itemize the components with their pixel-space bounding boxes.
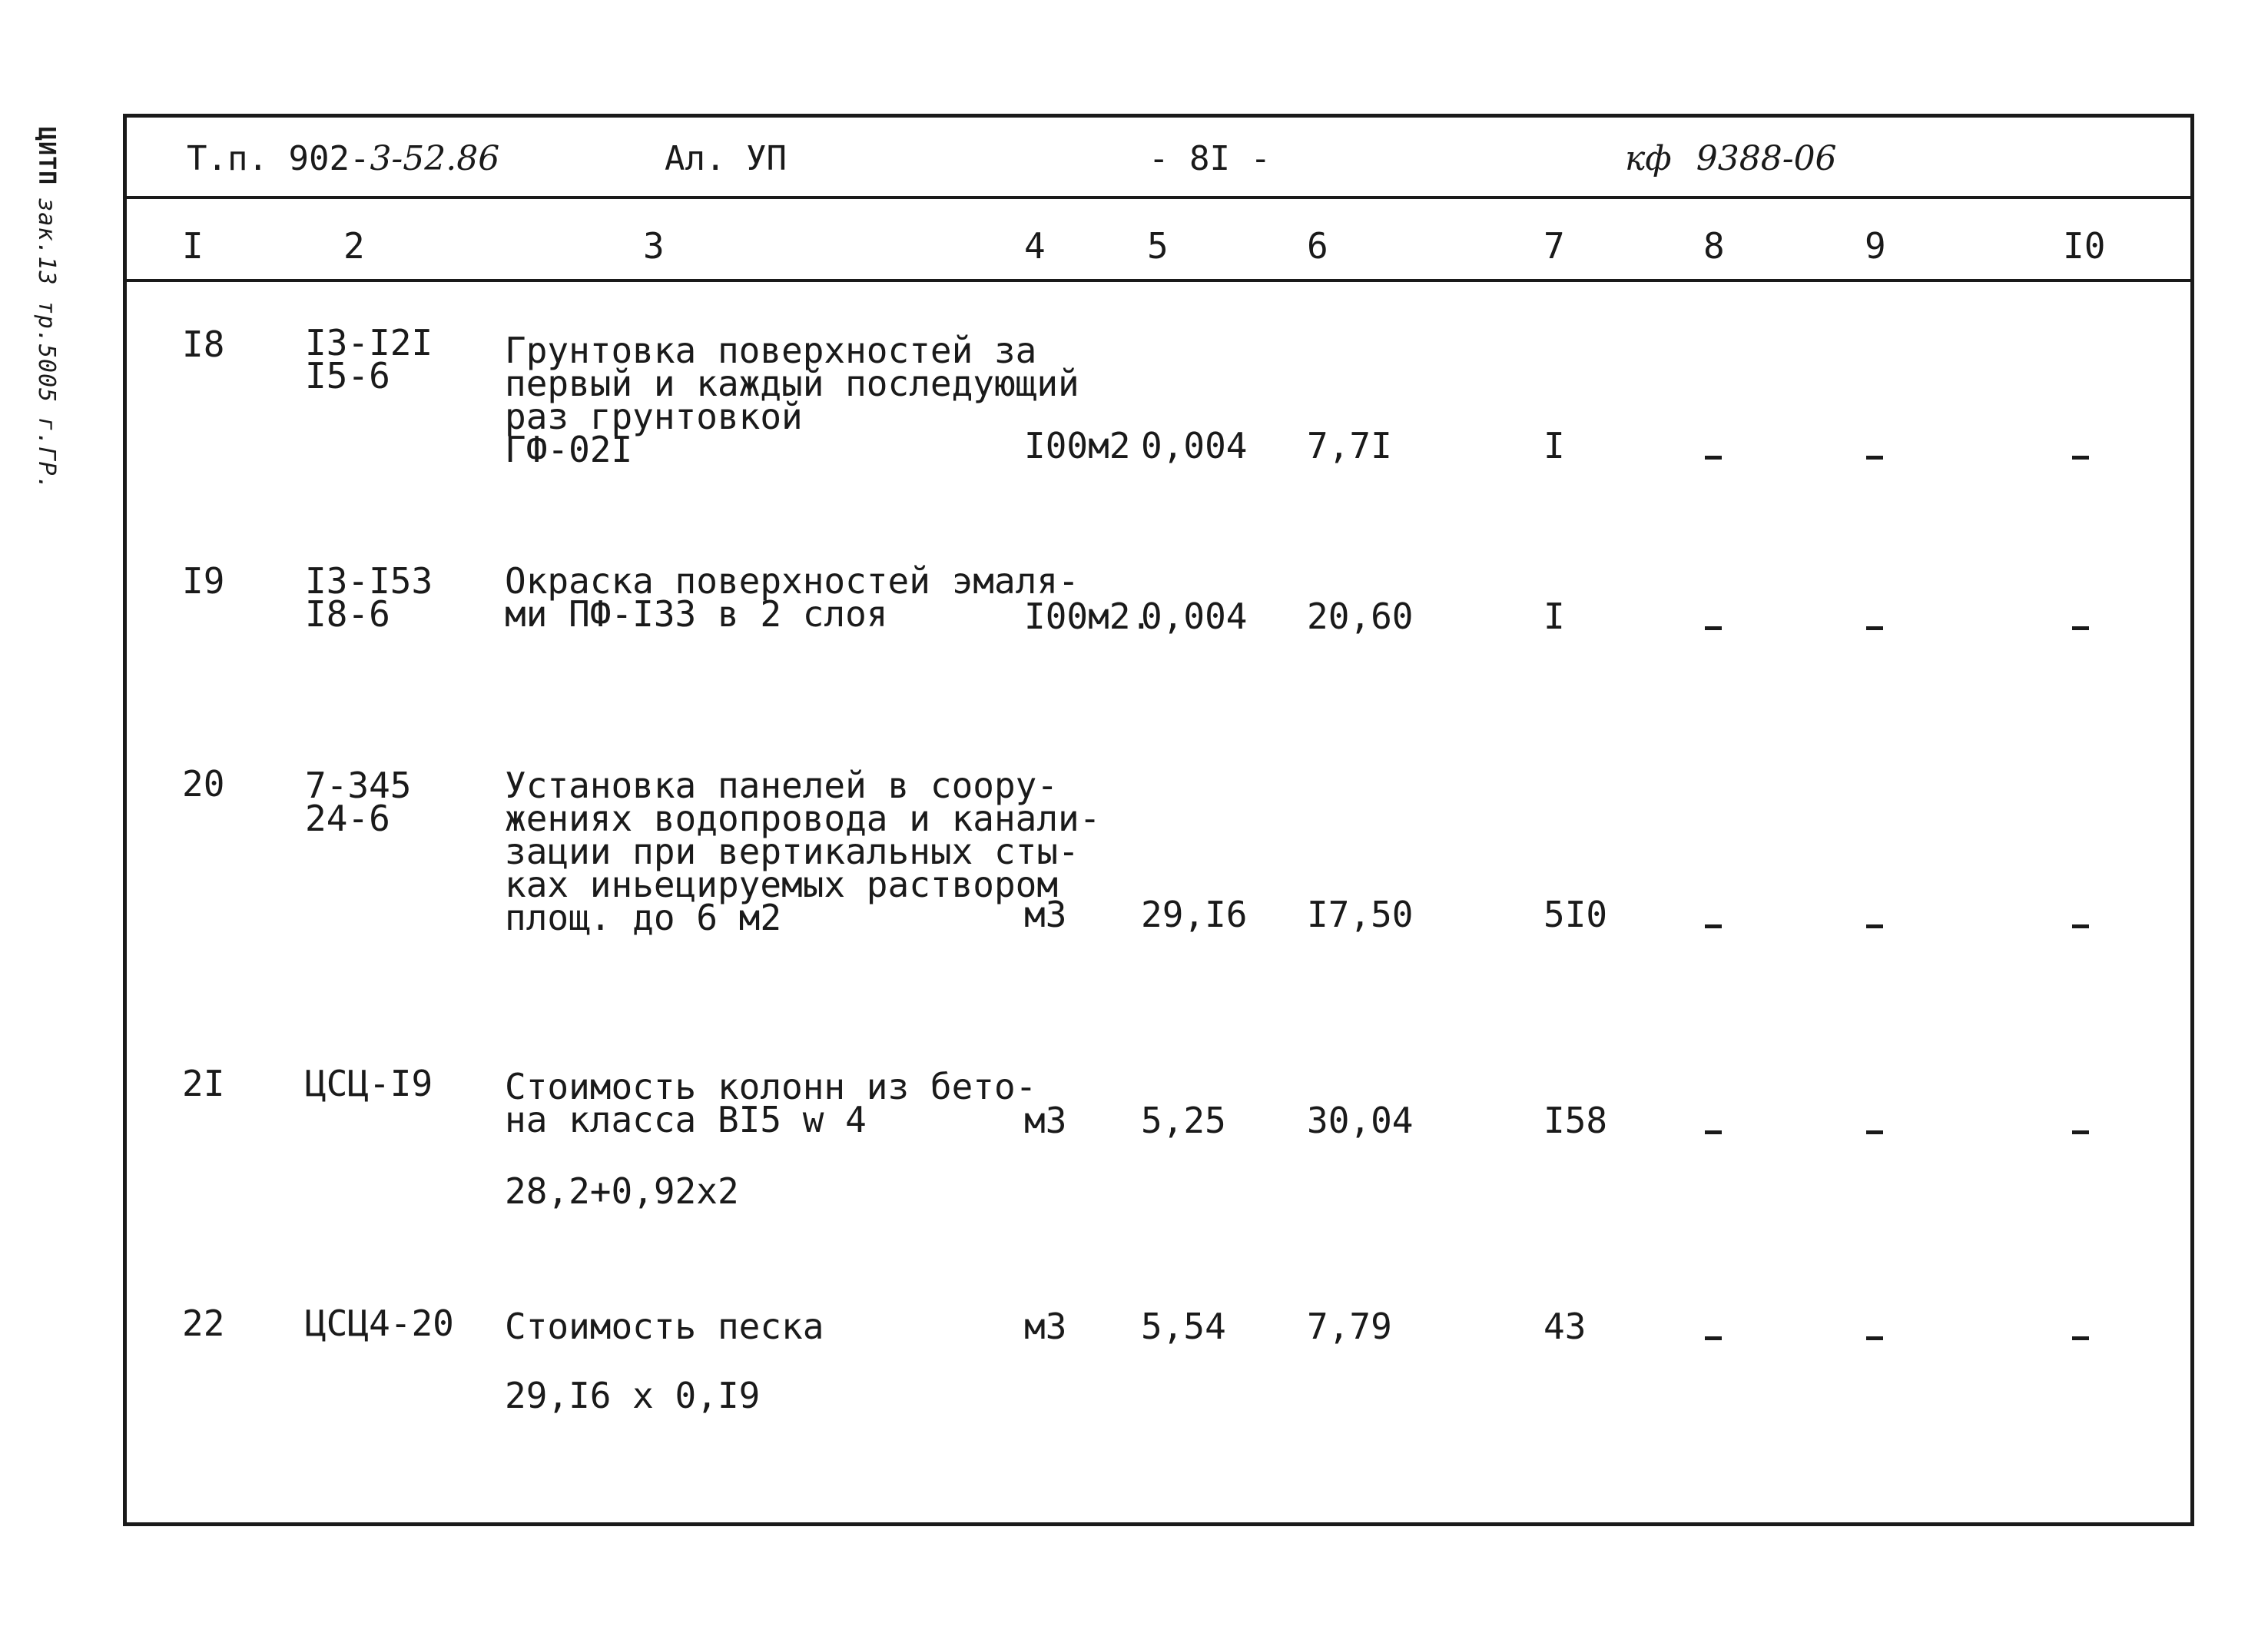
- row-description: Установка панелей в соору- жениях водопровода и канали- зации при вертикальных сты- ках иньецируемых раствором площ. до 6 м2: [505, 765, 1101, 938]
- tp-number-hand: 3-52.86: [370, 139, 500, 178]
- row-price: I7,50: [1307, 894, 1414, 935]
- row-col10-dash: [2072, 924, 2089, 928]
- row-col8-dash: [1705, 456, 1722, 460]
- row-code: 7-345 24-6: [305, 765, 412, 839]
- side-stamp-org: ЦИТП: [33, 127, 60, 186]
- column-number-9: 9: [1865, 225, 1886, 267]
- row-col10-dash: [2072, 1336, 2089, 1340]
- row-col8-dash: [1705, 1130, 1722, 1134]
- row-description: Окраска поверхностей эмаля- ми ПФ-I33 в 2 слоя: [505, 560, 1079, 635]
- tp-number: 902-: [288, 139, 370, 178]
- column-number-8: 8: [1703, 225, 1725, 267]
- tp-label: Т.п.: [187, 139, 268, 178]
- column-number-6: 6: [1307, 225, 1328, 267]
- header-code: [1625, 139, 1837, 178]
- row-col8-dash: [1705, 924, 1722, 928]
- side-stamp: [33, 127, 60, 490]
- row-code: ЦСЦ-I9: [305, 1063, 433, 1104]
- row-col9-dash: [1866, 1130, 1883, 1134]
- row-unit: м3: [1024, 1306, 1067, 1347]
- row-col9-dash: [1866, 1336, 1883, 1340]
- row-code: I3-I2I I5-6: [305, 322, 433, 397]
- row-col9-dash: [1866, 456, 1883, 460]
- row-quantity: 5,25: [1141, 1100, 1226, 1141]
- columns-divider: [127, 279, 2190, 282]
- column-number-2: 2: [343, 225, 365, 267]
- row-total: I: [1544, 425, 1565, 466]
- row-price: 7,7I: [1307, 425, 1392, 466]
- row-total: 5I0: [1544, 894, 1608, 935]
- row-price: 20,60: [1307, 596, 1414, 637]
- column-number-1: I: [182, 225, 204, 267]
- code-number: 9388-06: [1696, 139, 1837, 178]
- row-col8-dash: [1705, 1336, 1722, 1340]
- row-quantity: 0,004: [1141, 425, 1248, 466]
- row-unit: м3: [1024, 894, 1067, 935]
- column-number-4: 4: [1024, 225, 1046, 267]
- row-code: I3-I53 I8-6: [305, 560, 433, 635]
- row-number: 2I: [182, 1063, 225, 1104]
- row-unit: I00м2: [1024, 425, 1131, 466]
- row-price: 7,79: [1307, 1306, 1392, 1347]
- row-number: I9: [182, 560, 225, 602]
- row-quantity: 29,I6: [1141, 894, 1248, 935]
- column-number-10: I0: [2063, 225, 2106, 267]
- row-price: 30,04: [1307, 1100, 1414, 1141]
- header-page: - 8I -: [1149, 139, 1271, 178]
- row-number: 20: [182, 763, 225, 805]
- row-col9-dash: [1866, 924, 1883, 928]
- row-number: 22: [182, 1303, 225, 1344]
- row-total: 43: [1544, 1306, 1587, 1347]
- row-quantity: 0,004: [1141, 596, 1248, 637]
- row-description: Грунтовка поверхностей за первый и каждый последующий раз грунтовкой ГФ-02I: [505, 330, 1079, 470]
- row-calculation: 29,I6 х 0,I9: [505, 1375, 761, 1416]
- row-col9-dash: [1866, 626, 1883, 630]
- row-total: I: [1544, 596, 1565, 637]
- row-quantity: 5,54: [1141, 1306, 1226, 1347]
- code-prefix: кф: [1625, 139, 1672, 178]
- row-col8-dash: [1705, 626, 1722, 630]
- row-description: Стоимость колонн из бето- на класса BI5 w 4: [505, 1066, 1037, 1140]
- header-tp: [187, 139, 499, 178]
- row-number: I8: [182, 324, 225, 365]
- column-number-7: 7: [1544, 225, 1565, 267]
- column-number-5: 5: [1147, 225, 1169, 267]
- side-stamp-text: зак.13 тр.5005 г.ГР.: [33, 197, 60, 491]
- row-total: I58: [1544, 1100, 1608, 1141]
- row-unit: I00м2.: [1024, 596, 1152, 637]
- row-col10-dash: [2072, 626, 2089, 630]
- row-unit: м3: [1024, 1100, 1067, 1141]
- row-description: Стоимость песка: [505, 1306, 824, 1347]
- row-calculation: 28,2+0,92х2: [505, 1170, 739, 1212]
- column-number-3: 3: [643, 225, 665, 267]
- header-divider: [127, 196, 2190, 199]
- header-album: Ал. УП: [665, 139, 787, 178]
- row-col10-dash: [2072, 1130, 2089, 1134]
- row-code: ЦСЦ4-20: [305, 1303, 454, 1344]
- document-frame: [123, 114, 2194, 1526]
- row-col10-dash: [2072, 456, 2089, 460]
